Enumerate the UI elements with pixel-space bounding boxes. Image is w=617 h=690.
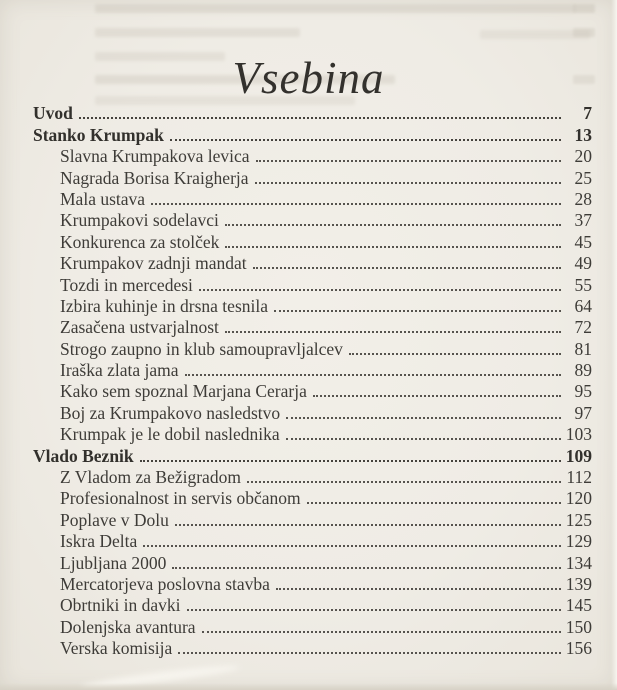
toc-page-number: 89 xyxy=(574,360,592,381)
dot-leader xyxy=(349,353,561,355)
dot-leader xyxy=(175,524,561,526)
toc-page-number: 20 xyxy=(574,146,592,167)
dot-leader xyxy=(255,182,561,184)
toc-entry-label: Strogo zaupno in klub samoupravljalcev xyxy=(60,338,343,359)
toc-page-number: 156 xyxy=(565,638,592,659)
toc-entry xyxy=(33,124,592,145)
dot-leader xyxy=(178,652,561,654)
toc-entry xyxy=(33,616,592,637)
toc-page-number: 55 xyxy=(574,274,592,295)
dot-leader xyxy=(307,502,561,504)
toc-page-number: 7 xyxy=(583,103,592,124)
toc-entry xyxy=(33,381,592,402)
toc-entry-label: Uvod xyxy=(33,103,73,124)
dot-leader xyxy=(143,545,561,547)
toc-entry-label: Mala ustava xyxy=(60,188,146,209)
toc-page-number: 150 xyxy=(565,616,592,637)
toc-entry-label: Izbira kuhinje in drsna tesnila xyxy=(60,295,268,316)
toc-entry-label: Iskra Delta xyxy=(60,531,138,552)
toc-entry xyxy=(33,360,592,381)
dot-leader xyxy=(187,609,561,611)
toc-entry xyxy=(33,467,592,488)
toc-entry-label: Ljubljana 2000 xyxy=(60,552,167,573)
toc-entry-label: Krumpak je le dobil naslednika xyxy=(60,424,280,445)
dot-leader xyxy=(170,139,561,141)
toc-entry-label: Kako sem spoznal Marjana Cerarja xyxy=(60,381,307,402)
toc-entry-label: Dolenjska avantura xyxy=(60,616,196,637)
dot-leader xyxy=(313,395,561,397)
dot-leader xyxy=(202,631,561,633)
toc-page-number: 145 xyxy=(565,595,592,616)
toc-page-number: 72 xyxy=(574,317,592,338)
toc-entry xyxy=(33,402,592,423)
toc-entry-label: Zasačena ustvarjalnost xyxy=(60,317,219,338)
toc-entry xyxy=(33,189,592,210)
dot-leader xyxy=(253,267,561,269)
toc-entry-label: Profesionalnost in servis občanom xyxy=(60,488,301,509)
toc-page-number: 81 xyxy=(574,338,592,359)
dot-leader xyxy=(225,331,561,333)
toc-entry xyxy=(33,210,592,231)
dot-leader xyxy=(140,460,561,462)
toc-entry xyxy=(33,595,592,616)
toc-page-number: 28 xyxy=(574,188,592,209)
toc-entry-label: Z Vladom za Bežigradom xyxy=(60,467,241,488)
toc-entry xyxy=(33,445,592,466)
toc-page-number: 112 xyxy=(566,467,592,488)
toc-entry-label: Iraška zlata jama xyxy=(60,360,179,381)
toc-page-number: 95 xyxy=(574,381,592,402)
dot-leader xyxy=(199,289,561,291)
dot-leader xyxy=(274,310,561,312)
toc-entry-label: Vlado Beznik xyxy=(33,445,134,466)
toc-entry-label: Tozdi in mercedesi xyxy=(60,274,193,295)
toc-entry xyxy=(33,231,592,252)
toc-entry-label: Krumpakovi sodelavci xyxy=(60,210,219,231)
dot-leader xyxy=(247,481,561,483)
toc-entry xyxy=(33,167,592,188)
toc-page-number: 103 xyxy=(565,424,592,445)
toc-entry-label: Stanko Krumpak xyxy=(33,124,164,145)
toc-entry xyxy=(33,509,592,530)
toc-entry-label: Krumpakov zadnji mandat xyxy=(60,253,247,274)
toc-entry xyxy=(33,531,592,552)
toc-entry xyxy=(33,638,592,659)
table-of-contents xyxy=(33,103,592,659)
toc-entry xyxy=(33,253,592,274)
toc-entry-label: Obrtniki in davki xyxy=(60,595,181,616)
ghost-text-line xyxy=(95,28,300,37)
toc-page-number: 49 xyxy=(574,253,592,274)
toc-entry-label: Mercatorjeva poslovna stavba xyxy=(60,573,270,594)
ghost-text-line xyxy=(95,4,575,13)
dot-leader xyxy=(286,417,561,419)
toc-page-number: 25 xyxy=(574,167,592,188)
toc-entry xyxy=(33,488,592,509)
toc-entry xyxy=(33,338,592,359)
ghost-page-number xyxy=(573,4,595,13)
toc-entry-label: Nagrada Borisa Kraigherja xyxy=(60,167,249,188)
ghost-page-number xyxy=(573,28,595,37)
toc-page-number: 134 xyxy=(565,552,592,573)
toc-page-number: 64 xyxy=(574,295,592,316)
dot-leader xyxy=(225,224,561,226)
toc-page-number: 109 xyxy=(565,445,592,466)
dot-leader xyxy=(79,117,561,119)
page-title: Vsebina xyxy=(232,53,385,104)
toc-entry xyxy=(33,552,592,573)
toc-page-number: 139 xyxy=(565,573,592,594)
toc-page-number: 129 xyxy=(565,531,592,552)
toc-entry xyxy=(33,574,592,595)
toc-entry xyxy=(33,274,592,295)
toc-entry xyxy=(33,424,592,445)
toc-page-number: 13 xyxy=(574,124,592,145)
toc-entry-label: Boj za Krumpakovo nasledstvo xyxy=(60,402,281,423)
scan-bottom-edge xyxy=(0,683,617,690)
toc-entry-label: Slavna Krumpakova levica xyxy=(60,146,250,167)
toc-entry xyxy=(33,103,592,124)
toc-entry xyxy=(33,317,592,338)
ghost-text-line xyxy=(480,30,590,39)
toc-page-number: 125 xyxy=(565,509,592,530)
scan-right-edge xyxy=(611,0,617,690)
dot-leader xyxy=(172,567,561,569)
dot-leader xyxy=(151,203,561,205)
toc-page-number: 97 xyxy=(574,402,592,423)
dot-leader xyxy=(276,588,561,590)
toc-page-number: 37 xyxy=(574,210,592,231)
toc-entry-label: Verska komisija xyxy=(60,638,173,659)
toc-entry-label: Poplave v Dolu xyxy=(60,509,169,530)
dot-leader xyxy=(225,246,561,248)
dot-leader xyxy=(185,374,561,376)
toc-entry xyxy=(33,296,592,317)
dot-leader xyxy=(286,438,561,440)
toc-entry xyxy=(33,146,592,167)
dot-leader xyxy=(256,160,561,162)
toc-page-number: 120 xyxy=(565,488,592,509)
toc-entry-label: Konkurenca za stolček xyxy=(60,231,220,252)
toc-page-number: 45 xyxy=(574,231,592,252)
